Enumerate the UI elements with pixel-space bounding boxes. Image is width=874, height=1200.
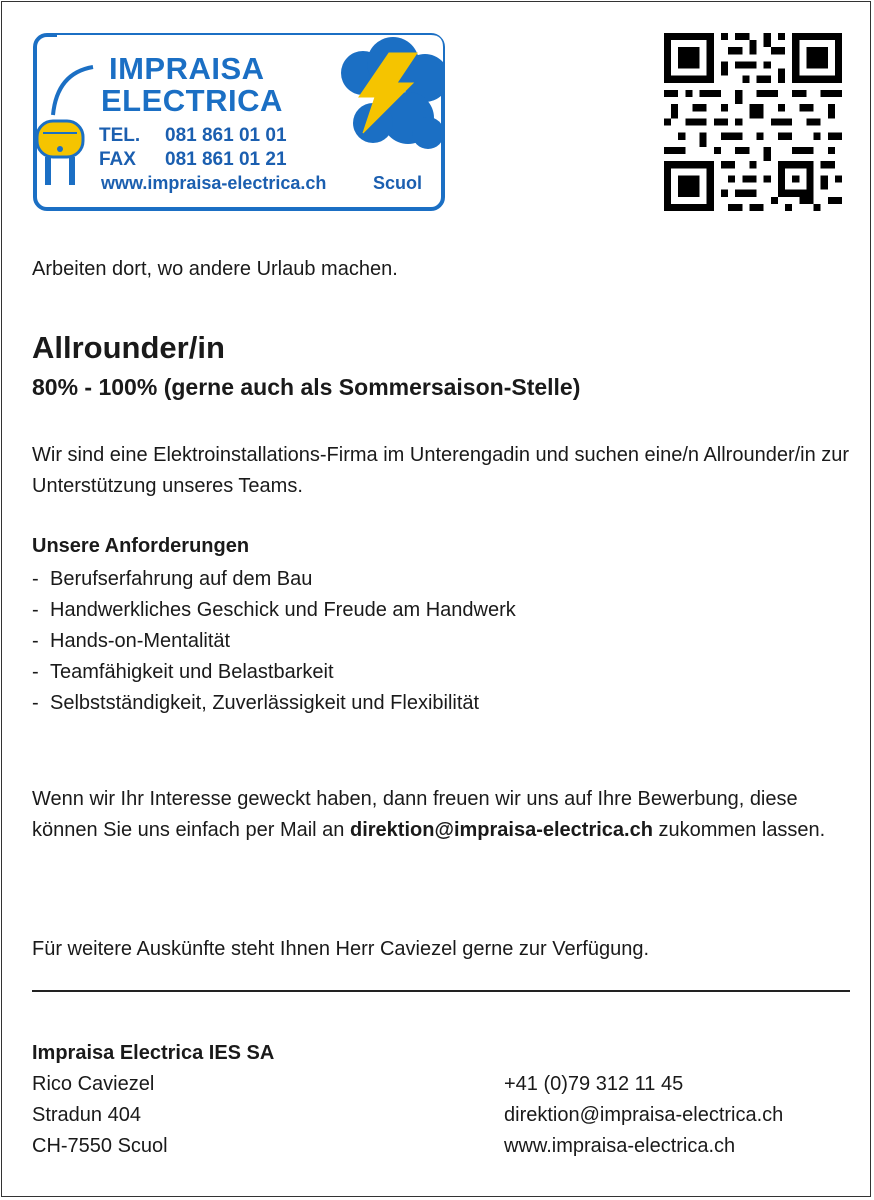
requirements-heading: Unsere Anforderungen [32,535,250,557]
logo-city: Scuol [373,173,423,193]
list-item: - Handwerkliches Geschick und Freude am Handwerk [32,599,516,621]
qr-code-icon [664,33,842,211]
logo-website: www.impraisa-electrica.ch [101,173,327,193]
logo-fax-label: FAX [99,149,136,170]
list-item: - Selbstständigkeit, Zuverlässigkeit und Flexibilität [32,692,480,714]
website-link[interactable]: www.impraisa-electrica.ch [504,1135,736,1157]
company-address [32,1038,274,1162]
job-title: Allrounder/in [32,330,225,365]
apply-email-link[interactable]: direktion@impraisa-electrica.ch [349,819,653,841]
job-subtitle: 80% - 100% (gerne auch als Sommersaison-Stelle) [32,374,581,400]
logo-fax: 081 861 01 21 [165,149,287,170]
company-logo [33,33,445,211]
phone: +41 (0)79 312 11 45 [504,1073,684,1095]
logo-tel: 081 861 01 01 [165,125,287,146]
city: CH-7550 Scuol [32,1135,168,1157]
contact-details [504,1069,783,1162]
contact-email-link[interactable]: direktion@impraisa-electrica.ch [504,1104,784,1126]
logo-line-1: IMPRAISA [109,51,265,86]
intro-paragraph: Wir sind eine Elektroinstallations-Firma im Unterengadin und suchen eine/n Allrounder/in zur Unterstützung unseres Teams. [32,444,850,497]
logo-tel-label: TEL. [99,125,141,146]
tagline: Arbeiten dort, wo andere Urlaub machen. [32,258,398,280]
apply-text-before: Wenn wir Ihr Interesse geweckt haben, dann freuen wir uns auf Ihre Bewerbung, diese können Sie uns einfach per Mail an [32,788,798,841]
apply-text-after: zukommen lassen. [658,819,826,841]
company-name: Impraisa Electrica IES SA [32,1042,275,1064]
application-paragraph [32,784,852,846]
list-item: - Hands-on-Mentalität [32,630,231,652]
contact-person: Rico Caviezel [32,1073,155,1095]
divider [32,990,850,992]
list-item: - Berufserfahrung auf dem Bau [32,568,313,590]
list-item: - Teamfähigkeit und Belastbarkeit [32,661,334,683]
info-paragraph: Für weitere Auskünfte steht Ihnen Herr Caviezel gerne zur Verfügung. [32,938,650,960]
logo-line-2: ELECTRICA [101,83,283,118]
street: Stradun 404 [32,1104,141,1126]
requirements-list [32,564,516,719]
